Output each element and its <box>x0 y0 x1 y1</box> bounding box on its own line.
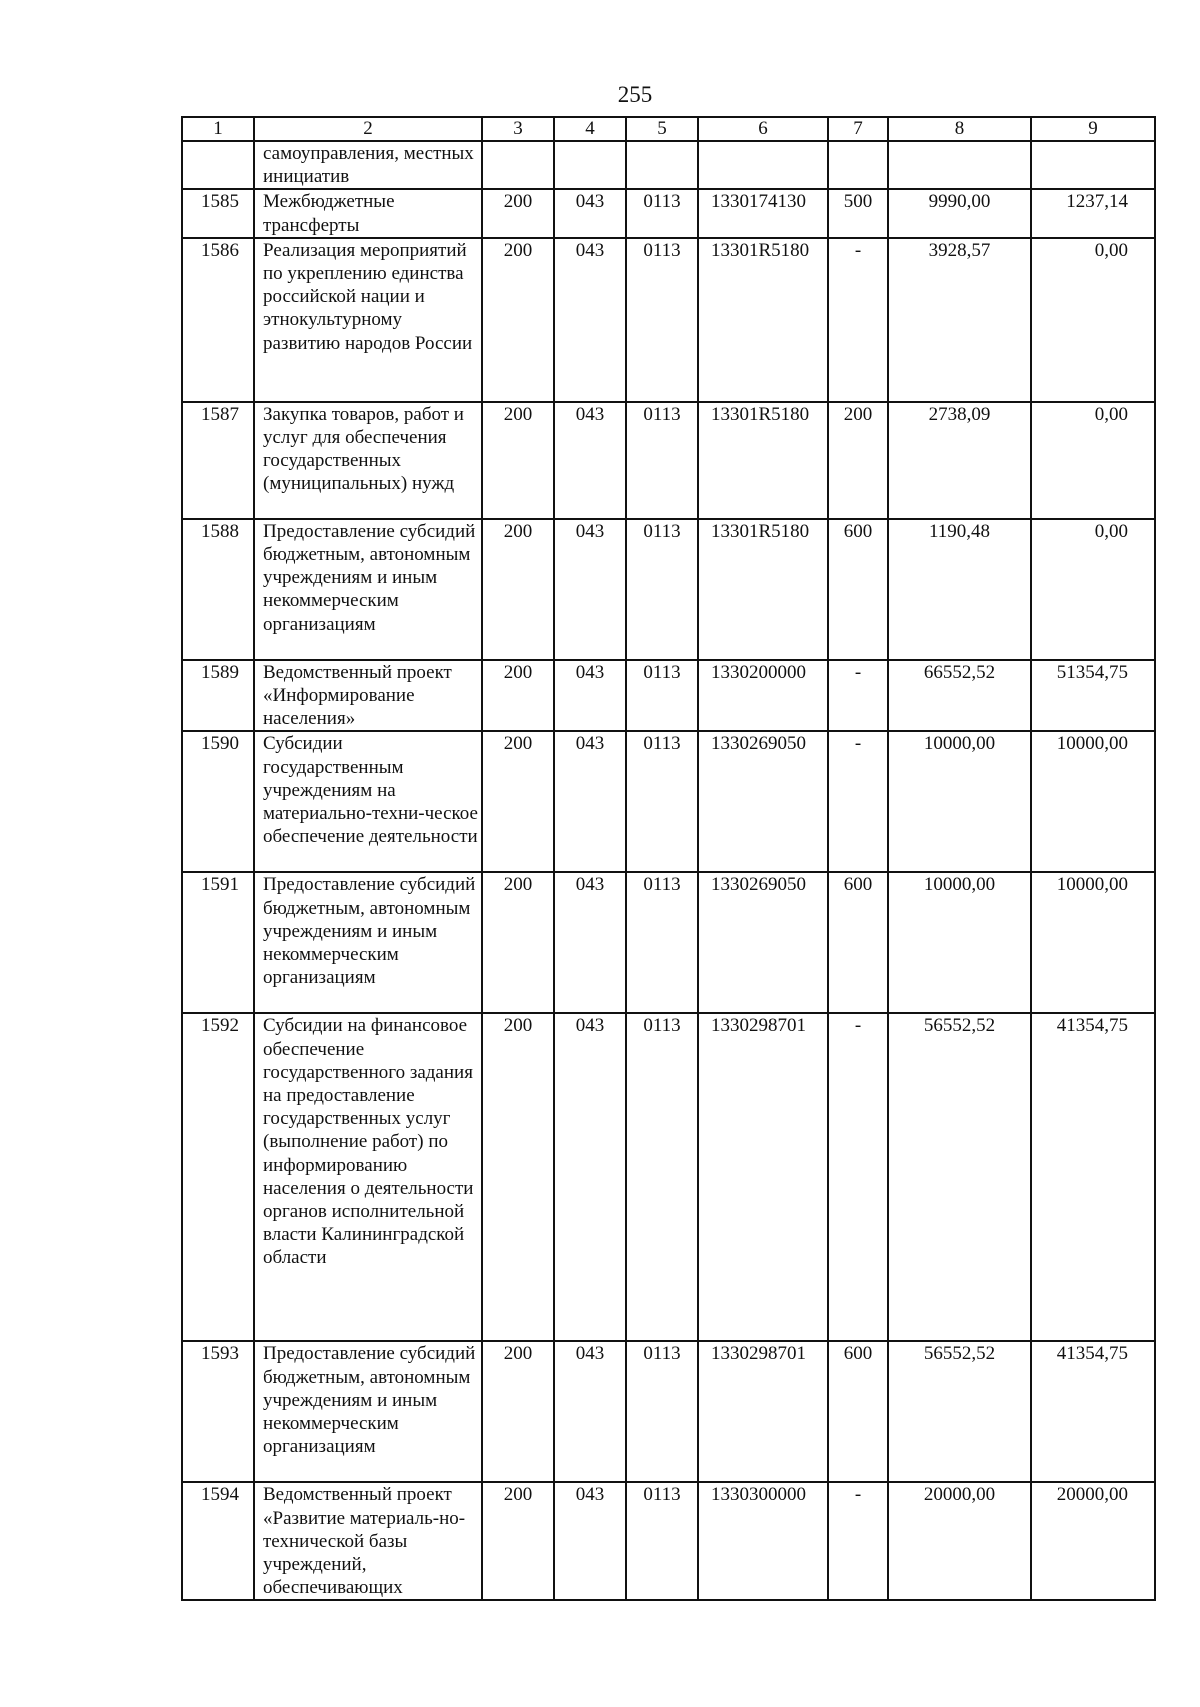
row-section: 0113 <box>626 1341 698 1482</box>
row-target-code: 1330269050 <box>698 731 828 872</box>
column-number-2: 2 <box>254 117 482 141</box>
row-target-code: 1330298701 <box>698 1013 828 1341</box>
row-amount-8 <box>888 141 1031 189</box>
column-number-8: 8 <box>888 117 1031 141</box>
row-section <box>626 141 698 189</box>
row-amount-9: 51354,75 <box>1031 660 1155 732</box>
row-number: 1587 <box>182 402 254 519</box>
row-amount-8: 10000,00 <box>888 731 1031 872</box>
row-expense-type: 200 <box>828 402 888 519</box>
row-amount-9: 0,00 <box>1031 519 1155 660</box>
row-target-code: 13301R5180 <box>698 402 828 519</box>
row-amount-9: 20000,00 <box>1031 1482 1155 1600</box>
row-code-3: 200 <box>482 238 554 402</box>
row-amount-9: 1237,14 <box>1031 189 1155 237</box>
row-expense-type: - <box>828 238 888 402</box>
row-code-4: 043 <box>554 731 626 872</box>
row-code-3: 200 <box>482 872 554 1013</box>
row-code-3: 200 <box>482 731 554 872</box>
row-amount-9 <box>1031 141 1155 189</box>
row-expense-type: - <box>828 660 888 732</box>
row-amount-8: 56552,52 <box>888 1013 1031 1341</box>
row-code-3 <box>482 141 554 189</box>
row-number <box>182 141 254 189</box>
row-expense-type: 600 <box>828 1341 888 1482</box>
column-number-9: 9 <box>1031 117 1155 141</box>
table-row <box>182 1482 1155 1600</box>
row-target-code: 13301R5180 <box>698 519 828 660</box>
row-code-3: 200 <box>482 660 554 732</box>
row-target-code: 1330300000 <box>698 1482 828 1600</box>
budget-table <box>181 116 1156 1601</box>
row-number: 1594 <box>182 1482 254 1600</box>
row-target-code: 1330298701 <box>698 1341 828 1482</box>
row-name: Субсидии государственным учреждениям на материально-техни-ческое обеспечение деятельности <box>254 731 482 872</box>
table-row <box>182 660 1155 732</box>
row-expense-type: 500 <box>828 189 888 237</box>
row-name: Межбюджетные трансферты <box>254 189 482 237</box>
row-name: Предоставление субсидий бюджетным, автономным учреждениям и иным некоммерческим организациям <box>254 872 482 1013</box>
row-number: 1585 <box>182 189 254 237</box>
row-target-code: 13301R5180 <box>698 238 828 402</box>
row-amount-8: 20000,00 <box>888 1482 1031 1600</box>
table-row <box>182 872 1155 1013</box>
row-code-4: 043 <box>554 238 626 402</box>
row-section: 0113 <box>626 731 698 872</box>
table-row <box>182 1341 1155 1482</box>
column-number-3: 3 <box>482 117 554 141</box>
row-target-code <box>698 141 828 189</box>
row-code-4: 043 <box>554 1482 626 1600</box>
row-section: 0113 <box>626 1013 698 1341</box>
row-code-3: 200 <box>482 1013 554 1341</box>
row-code-4: 043 <box>554 189 626 237</box>
row-code-4: 043 <box>554 660 626 732</box>
row-number: 1591 <box>182 872 254 1013</box>
row-name: Ведомственный проект «Информирование населения» <box>254 660 482 732</box>
row-amount-9: 0,00 <box>1031 402 1155 519</box>
row-code-4: 043 <box>554 1341 626 1482</box>
row-name: Субсидии на финансовое обеспечение государственного задания на предоставление государственных услуг (выполнение работ) по информированию населения о деятельности органов исполнительной власти Калининградской области <box>254 1013 482 1341</box>
row-amount-8: 56552,52 <box>888 1341 1031 1482</box>
row-expense-type: 600 <box>828 872 888 1013</box>
row-name: Предоставление субсидий бюджетным, автономным учреждениям и иным некоммерческим организациям <box>254 1341 482 1482</box>
table-row <box>182 519 1155 660</box>
row-amount-9: 0,00 <box>1031 238 1155 402</box>
row-target-code: 1330174130 <box>698 189 828 237</box>
row-section: 0113 <box>626 519 698 660</box>
row-section: 0113 <box>626 402 698 519</box>
row-amount-9: 10000,00 <box>1031 872 1155 1013</box>
row-target-code: 1330200000 <box>698 660 828 732</box>
row-amount-8: 66552,52 <box>888 660 1031 732</box>
row-amount-8: 9990,00 <box>888 189 1031 237</box>
column-number-7: 7 <box>828 117 888 141</box>
table-row <box>182 189 1155 237</box>
table-row <box>182 402 1155 519</box>
row-number: 1593 <box>182 1341 254 1482</box>
row-section: 0113 <box>626 1482 698 1600</box>
row-code-3: 200 <box>482 189 554 237</box>
row-name: самоуправления, местных инициатив <box>254 141 482 189</box>
row-expense-type: - <box>828 1013 888 1341</box>
page-number: 255 <box>617 82 653 107</box>
row-amount-8: 10000,00 <box>888 872 1031 1013</box>
row-expense-type <box>828 141 888 189</box>
row-section: 0113 <box>626 238 698 402</box>
row-code-3: 200 <box>482 1482 554 1600</box>
row-code-3: 200 <box>482 1341 554 1482</box>
row-expense-type: 600 <box>828 519 888 660</box>
column-number-4: 4 <box>554 117 626 141</box>
row-amount-8: 2738,09 <box>888 402 1031 519</box>
table-row <box>182 1013 1155 1341</box>
row-code-4: 043 <box>554 519 626 660</box>
row-number: 1590 <box>182 731 254 872</box>
row-section: 0113 <box>626 660 698 732</box>
table-row <box>182 141 1155 189</box>
row-amount-9: 10000,00 <box>1031 731 1155 872</box>
row-number: 1588 <box>182 519 254 660</box>
row-code-4 <box>554 141 626 189</box>
row-expense-type: - <box>828 731 888 872</box>
row-number: 1592 <box>182 1013 254 1341</box>
column-number-5: 5 <box>626 117 698 141</box>
row-code-4: 043 <box>554 402 626 519</box>
row-code-4: 043 <box>554 1013 626 1341</box>
row-target-code: 1330269050 <box>698 872 828 1013</box>
column-number-row <box>182 117 1155 141</box>
row-name: Предоставление субсидий бюджетным, автономным учреждениям и иным некоммерческим организациям <box>254 519 482 660</box>
row-code-4: 043 <box>554 872 626 1013</box>
row-amount-9: 41354,75 <box>1031 1013 1155 1341</box>
row-name: Закупка товаров, работ и услуг для обеспечения государственных (муниципальных) нужд <box>254 402 482 519</box>
table-row <box>182 731 1155 872</box>
row-name: Ведомственный проект «Развитие материаль-но-технической базы учреждений, обеспечивающих <box>254 1482 482 1600</box>
row-section: 0113 <box>626 189 698 237</box>
row-amount-8: 3928,57 <box>888 238 1031 402</box>
row-number: 1586 <box>182 238 254 402</box>
row-section: 0113 <box>626 872 698 1013</box>
row-code-3: 200 <box>482 402 554 519</box>
table-body <box>182 117 1155 1600</box>
row-code-3: 200 <box>482 519 554 660</box>
row-amount-8: 1190,48 <box>888 519 1031 660</box>
row-amount-9: 41354,75 <box>1031 1341 1155 1482</box>
row-number: 1589 <box>182 660 254 732</box>
column-number-1: 1 <box>182 117 254 141</box>
table-row <box>182 238 1155 402</box>
row-expense-type: - <box>828 1482 888 1600</box>
row-name: Реализация мероприятий по укреплению единства российской нации и этнокультурному развитию народов России <box>254 238 482 402</box>
column-number-6: 6 <box>698 117 828 141</box>
